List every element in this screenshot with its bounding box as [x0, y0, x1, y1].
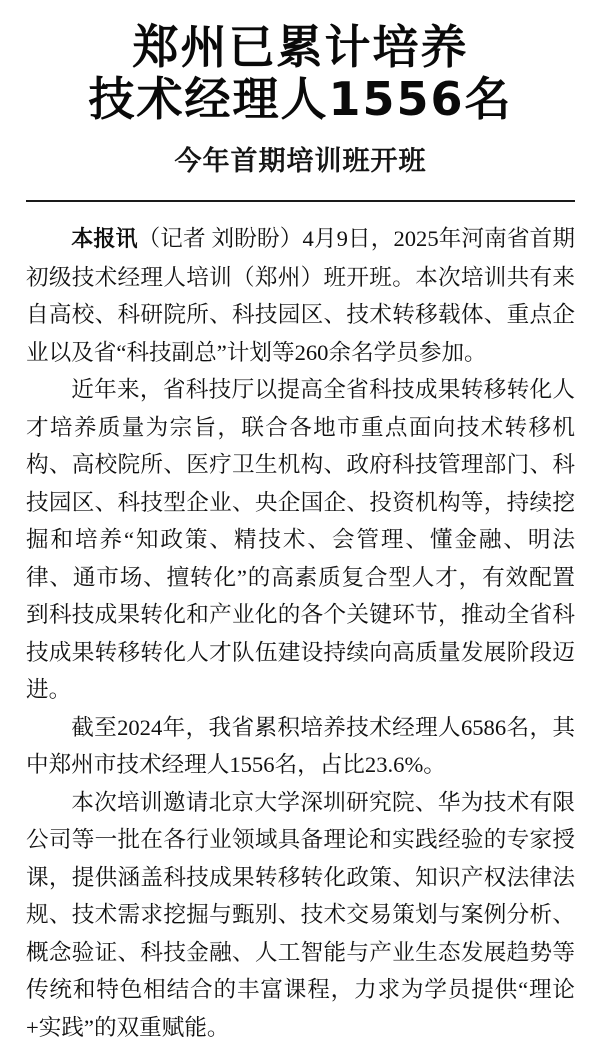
paragraph-4: 本次培训邀请北京大学深圳研究院、华为技术有限公司等一批在各行业领域具备理论和实践经验的专家授课，提供涵盖科技成果转移转化政策、知识产权法律法规、技术需求挖掘与甄别、技术交易策划与案例分析、概念验证、科技金融、人工智能与产业生态发展趋势等传统和特色相结合的丰富课程，力求为学员提供“理论+实践”的双重赋能。: [26, 789, 575, 1040]
paragraph-3: 截至2024年，我省累积培养技术经理人6586名，其中郑州市技术经理人1556名，占比23.6%。: [26, 714, 575, 778]
byline: （记者 刘盼盼）: [137, 226, 303, 252]
lead-label: 本报讯: [71, 227, 138, 253]
paragraph-2: 近年来，省科技厅以提高全省科技成果转移转化人才培养质量为宗旨，联合各地市重点面向技术转移机构、高校院所、医疗卫生机构、政府科技管理部门、科技园区、科技型企业、央企国企、投资机构等，持续挖掘和培养“知政策、精技术、会管理、懂金融、明法律、通市场、擅转化”的高素质复合型人才，有效配置到科技成果转化和产业化的各个关键环节，推动全省科技成果转移转化人才队伍建设持续向高质量发展阶段迈进。: [26, 377, 575, 703]
paragraph-1-text: 4月9日，2025年河南省首期初级技术经理人培训（郑州）班开班。本次培训共有来自高校、科研院所、科技园区、技术转移载体、重点企业以及省“科技副总”计划等260余名学员参加。: [26, 226, 575, 365]
article-body: [26, 220, 575, 1046]
headline-line-2: 技术经理人1556名: [88, 71, 513, 126]
paragraph-1: [26, 220, 575, 371]
subheadline: 今年首期培训班开班: [174, 146, 427, 178]
page-title: [26, 22, 575, 125]
headline-line-1: 郑州已累计培养: [132, 20, 469, 74]
header-divider: [26, 200, 575, 202]
